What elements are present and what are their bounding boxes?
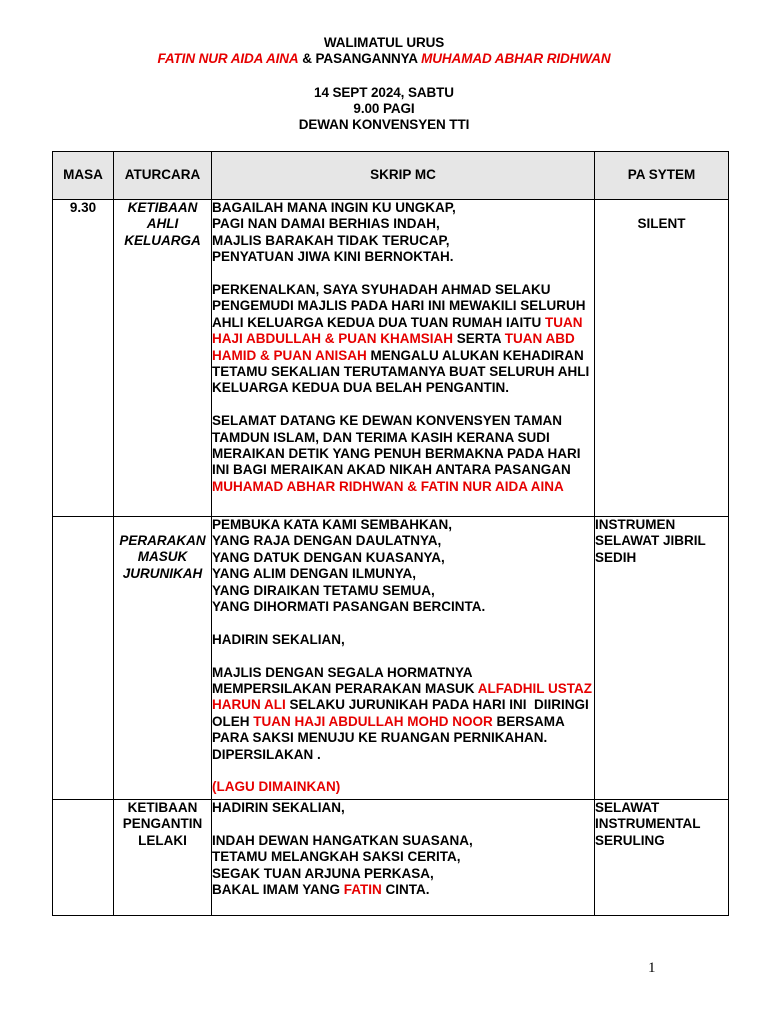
table-header-row	[53, 152, 729, 200]
couple-line	[0, 51, 768, 67]
pa-cell: SELAWAT INSTRUMENTAL SERULING	[595, 800, 729, 916]
script-text: SELAKU JURUNIKAH PADA HARI INI DIIRINGI OLEH	[212, 697, 593, 729]
script-paragraph	[212, 413, 594, 495]
aturcara-cell: KETIBAAN AHLI KELUARGA	[114, 200, 212, 517]
script-text: MENGALU ALUKAN KEHADIRAN TETAMU SEKALIAN TERUTAMANYA BUAT SELURUH AHLI KELUARGA KEDUA DUA BELAH PENGANTIN.	[212, 347, 590, 396]
skrip-cell	[212, 200, 595, 517]
pa-cell	[595, 200, 729, 517]
script-text: BERSAMA PARA SAKSI MENUJU KE RUANGAN PERNIKAHAN. DIPERSILAKAN .	[212, 713, 565, 762]
script-text: CINTA.	[381, 882, 430, 898]
script-text: MAJLIS DENGAN SEGALA HORMATNYA MEMPERSILAKAN PERARAKAN MASUK	[212, 664, 478, 697]
table-row	[53, 800, 729, 916]
script-paragraph: BAGAILAH MANA INGIN KU UNGKAP, PAGI NAN DAMAI BERHIAS INDAH, MAJLIS BARAKAH TIDAK TERUCAP, PENYATUAN JIWA KINI BERNOKTAH.	[212, 200, 456, 265]
event-venue: DEWAN KONVENSYEN TTI	[298, 117, 470, 132]
couple-connector: & PASANGANNYA	[298, 51, 422, 66]
masa-cell	[53, 517, 114, 800]
table-row	[53, 517, 729, 800]
script-highlight: TUAN HAJI ABDULLAH & PUAN KHAMSIAH	[212, 314, 583, 347]
skrip-cell	[212, 517, 595, 800]
groom-name: MUHAMAD ABHAR RIDHWAN	[421, 51, 611, 66]
script-paragraph: HADIRIN SEKALIAN,	[212, 800, 345, 815]
pa-cell: INSTRUMEN SELAWAT JIBRIL SEDIH	[595, 517, 729, 800]
col-header-skrip: SKRIP MC	[212, 152, 595, 200]
col-header-aturcara: ATURCARA	[114, 152, 212, 200]
script-paragraph	[212, 833, 594, 899]
aturcara-cell: KETIBAAN PENGANTIN LELAKI	[114, 800, 212, 916]
script-highlight: FATIN	[343, 882, 382, 898]
bride-name: FATIN NUR AIDA AINA	[157, 51, 299, 66]
masa-cell: 9.30	[53, 200, 114, 517]
script-paragraph	[212, 282, 594, 397]
document-header	[0, 35, 768, 133]
program-table	[52, 151, 729, 916]
pa-text: SILENT	[637, 216, 686, 231]
script-paragraph: HADIRIN SEKALIAN,	[212, 631, 345, 647]
script-paragraph	[212, 665, 594, 763]
event-title: WALIMATUL URUS	[323, 35, 445, 50]
script-text: INDAH DEWAN HANGATKAN SUASANA, TETAMU MELANGKAH SAKSI CERITA, SEGAK TUAN ARJUNA PERKASA, BAKAL IMAM YANG	[212, 832, 473, 898]
col-header-pa: PA SYTEM	[595, 152, 729, 200]
script-highlight: ALFADHIL USTAZ HARUN ALI	[212, 681, 593, 713]
col-header-masa: MASA	[53, 152, 114, 200]
skrip-cell	[212, 800, 595, 916]
script-highlight: MUHAMAD ABHAR RIDHWAN & FATIN NUR AIDA AINA	[212, 478, 564, 494]
script-text: PERKENALKAN, SAYA SYUHADAH AHMAD SELAKU PENGEMUDI MAJLIS PADA HARI INI MEWAKILI SELURUH AHLI KELUARGA KEDUA DUA TUAN RUMAH IAITU	[212, 282, 586, 330]
script-paragraph: (LAGU DIMAINKAN)	[212, 779, 341, 795]
aturcara-text: PERARAKAN MASUK JURUNIKAH	[119, 533, 206, 581]
event-date: 14 SEPT 2024, SABTU	[314, 85, 454, 100]
masa-cell	[53, 800, 114, 916]
table-row	[53, 200, 729, 517]
script-paragraph: PEMBUKA KATA KAMI SEMBAHKAN, YANG RAJA DENGAN DAULATNYA, YANG DATUK DENGAN KUASANYA, YANG ALIM DENGAN ILMUNYA, YANG DIRAIKAN TETAMU SEMUA, YANG DIHORMATI PASANGAN BERCINTA.	[212, 517, 486, 615]
script-text: SELAMAT DATANG KE DEWAN KONVENSYEN TAMAN TAMDUN ISLAM, DAN TERIMA KASIH KERANA SUDI MERAIKAN DETIK YANG PENUH BERMAKNA PADA HARI INI BAGI MERAIKAN AKAD NIKAH ANTARA PASANGAN	[212, 413, 581, 478]
aturcara-cell	[114, 517, 212, 800]
script-text: SERTA	[453, 331, 505, 347]
page-number: 1	[648, 960, 656, 976]
script-highlight: TUAN HAJI ABDULLAH MOHD NOOR	[253, 713, 493, 729]
script-highlight: TUAN ABD HAMID & PUAN ANISAH	[212, 331, 575, 363]
event-time: 9.00 PAGI	[353, 101, 415, 116]
